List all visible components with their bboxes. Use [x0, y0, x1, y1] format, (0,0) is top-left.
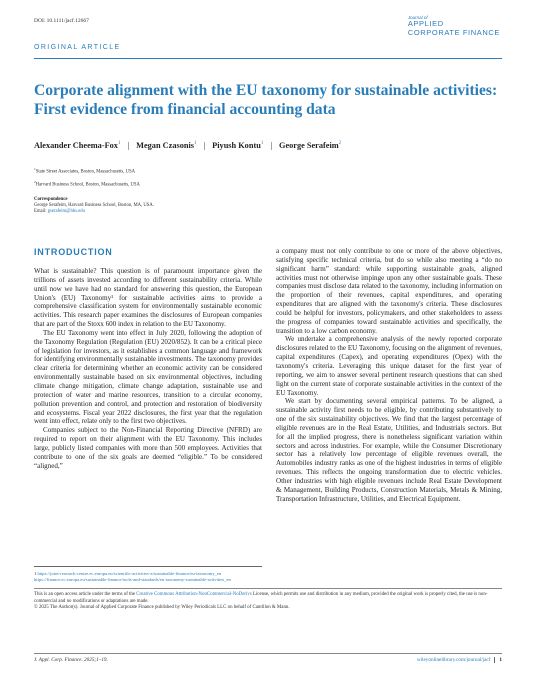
- author-name[interactable]: Megan Czasonis: [136, 141, 194, 150]
- copyright-line: © 2025 The Author(s). Journal of Applied Corporate Finance published by Wiley Periodicals LLC on behalf of Cantillon & Mann.: [34, 605, 290, 611]
- footnote: [34, 571, 262, 583]
- footer-divider: [34, 653, 502, 654]
- doi-line: DOI: 10.1111/jacf.12667: [34, 18, 89, 24]
- affiliation-text: State Street Associates, Boston, Massachusetts, USA: [35, 169, 135, 175]
- affiliation-1: [34, 166, 135, 176]
- correspondence-heading: Correspondence: [34, 197, 68, 202]
- author-separator: |: [203, 141, 206, 150]
- license-link[interactable]: Creative Commons Attribution-NonCommercial-NoDerivs: [136, 592, 252, 597]
- section-heading-introduction: INTRODUCTION: [34, 247, 113, 257]
- license-notice: [34, 592, 502, 612]
- paragraph: a company must not only contribute to one or more of the above objectives, satisfying specific technical criteria, but do so while also meeting a “do no significant harm” standard: while supporting sustainable goals, aligned activities must not otherwise impinge upon any other sustainable goals. These companies must disclose data related to the taxonomy, including information on the proportion of their revenues, capital expenditures, and operating expenditures that are aligned with the taxonomy's criteria. These disclosures could be helpful for investors, policymakers, and other stakeholders to assess the progress of companies toward sustainable activities and specifically, the transition to a low carbon economy.: [276, 247, 502, 335]
- page-number: 1: [494, 657, 502, 663]
- correspondence-email-line: [34, 209, 154, 215]
- footer-citation: J. Appl. Corp. Finance. 2025;1–19.: [34, 657, 108, 663]
- author-affiliation-mark[interactable]: 1: [194, 141, 197, 147]
- email-label: Email:: [34, 209, 48, 215]
- correspondence-block: [34, 203, 154, 216]
- journal-logo-line2: CORPORATE FINANCE: [407, 27, 500, 37]
- footnote-url[interactable]: https://joint-research-centre.ec.europa.eu/scientific-activities-z/sustainable-finance/eu-taxonomy_en: [37, 571, 222, 576]
- journal-logo: [408, 15, 500, 37]
- title-line-2: First evidence from financial accounting data: [34, 100, 336, 118]
- author-name[interactable]: Piyush Kontu: [212, 141, 261, 150]
- affiliation-mark: 1: [34, 167, 36, 171]
- journal-logo-line1: APPLIED: [407, 19, 444, 28]
- journal-url[interactable]: wileyonlinelibrary.com/journal/jacf: [416, 657, 491, 663]
- license-text-start: This is an open access article under the terms of the: [34, 592, 137, 597]
- paragraph: We start by documenting several empirical patterns. To be aligned, a sustainable activity first needs to be eligible, by contributing substantively to one of the six sustainability objectives. We find that the largest percentage of eligible revenues are in the Real Estate, Utilities, and Industrials sectors. But for all the implied progress, there is nonetheless significant variation within sectors and across industries. For example, while the Consumer Discretionary sector has a relatively low percentage of eligible revenues overall, the Automobiles industry ranks as one of the highest industries in terms of eligible revenues. This reflects the ongoing transformation due to electric vehicles. Other industries with high eligible revenues include Real Estate Development & Management, Building Products, Construction Materials, Metals & Mining, Transportation Infrastructure, Utilities, and Electrical Equipment.: [276, 397, 502, 503]
- body-column-right: [276, 247, 502, 581]
- affiliation-2: [34, 179, 140, 189]
- footnote-mark: 1: [34, 571, 37, 576]
- author-name[interactable]: George Serafeim: [279, 141, 339, 150]
- paragraph: We undertake a comprehensive analysis of the newly reported corporate disclosures related to the EU Taxonomy, focusing on the alignment of revenues, capital expenditures (Capex), and operating expenditures (Opex) with the taxonomy's criteria. Leveraging this unique dataset for the first year of reporting, we aim to answer several pertinent research questions that can shed light on the current state of corporate sustainable activities in the context of the EU Taxonomy.: [276, 335, 502, 397]
- title-line-1: Corporate alignment with the EU taxonomy for sustainable activities:: [34, 82, 498, 99]
- correspondence-address: George Serafeim, Harvard Business School, Boston, MA, USA.: [34, 203, 154, 208]
- paragraph: Companies subject to the Non-Financial Reporting Directive (NFRD) are required to report on their alignment with the EU Taxonomy. This includes large, publicly listed companies with more than 500 employees. Activities that contribute to one of the six goals are deemed “eligible.” To be considered “aligned,”: [34, 426, 262, 470]
- journal-logo-small: Journal of: [407, 15, 428, 20]
- license-divider: [34, 588, 502, 589]
- affiliation-mark: 2: [34, 180, 36, 184]
- header-divider: [34, 58, 502, 59]
- footnote-link-2[interactable]: https://finance.ec.europa.eu/sustainable-finance/tools-and-standards/eu-taxonomy-sustainable-activities_en: [34, 577, 231, 583]
- author-affiliation-mark[interactable]: 2: [338, 141, 342, 147]
- footer-right: [417, 657, 502, 663]
- author-affiliation-mark[interactable]: 1: [260, 141, 264, 147]
- affiliation-text: Harvard Business School, Boston, Massachusetts, USA: [35, 182, 140, 188]
- author-affiliation-mark[interactable]: 1: [117, 141, 121, 147]
- author-name[interactable]: Alexander Cheema-Fox: [34, 141, 118, 150]
- author-separator: |: [270, 141, 272, 150]
- license-text: [34, 592, 502, 605]
- paragraph: The EU Taxonomy went into effect in July 2020, following the adoption of the Taxonomy Regulation (Regulation (EU) 2020/852). It can be a critical piece of legislation for investors, as it establishes a common language and framework for identifying environmentally sustainable investments. The taxonomy provides clear criteria for determining whether an economic activity can be considered environmentally sustainable based on six environmental objectives, including climate change mitigation, climate change adaptation, sustainable use and protection of water and marine resources, transition to a circular economy, pollution prevention and control, and protection and restoration of biodiversity and ecosystems. Fiscal year 2022 disclosures, the first year that the regulation went into effect, relate only to the first two objectives.: [34, 328, 262, 426]
- author-list: [34, 141, 341, 150]
- email-link[interactable]: gserafeim@hbs.edu: [47, 209, 85, 215]
- license-text-end: License, which permits use and distribution in any medium, provided the original work is properly cited, the use is non-commercial and no modifications or adaptations are made.: [34, 592, 488, 604]
- footnote-divider: [34, 566, 262, 567]
- paragraph: What is sustainable? This question is of paramount importance given the trillions of assets invested according to different sustainability criteria. While until now we have had no standard for answering this question, the European Union's (EU) Taxonomy¹ for sustainable activities aims to provide a comprehensive classification system for environmentally sustainable economic activities. This research paper examines the disclosures of European companies that are part of the Stoxx 600 index in relation to the EU Taxonomy.: [34, 267, 262, 329]
- article-title: [34, 82, 504, 119]
- article-type: ORIGINAL ARTICLE: [34, 44, 121, 51]
- author-separator: |: [127, 141, 130, 150]
- body-column-left: [34, 267, 262, 563]
